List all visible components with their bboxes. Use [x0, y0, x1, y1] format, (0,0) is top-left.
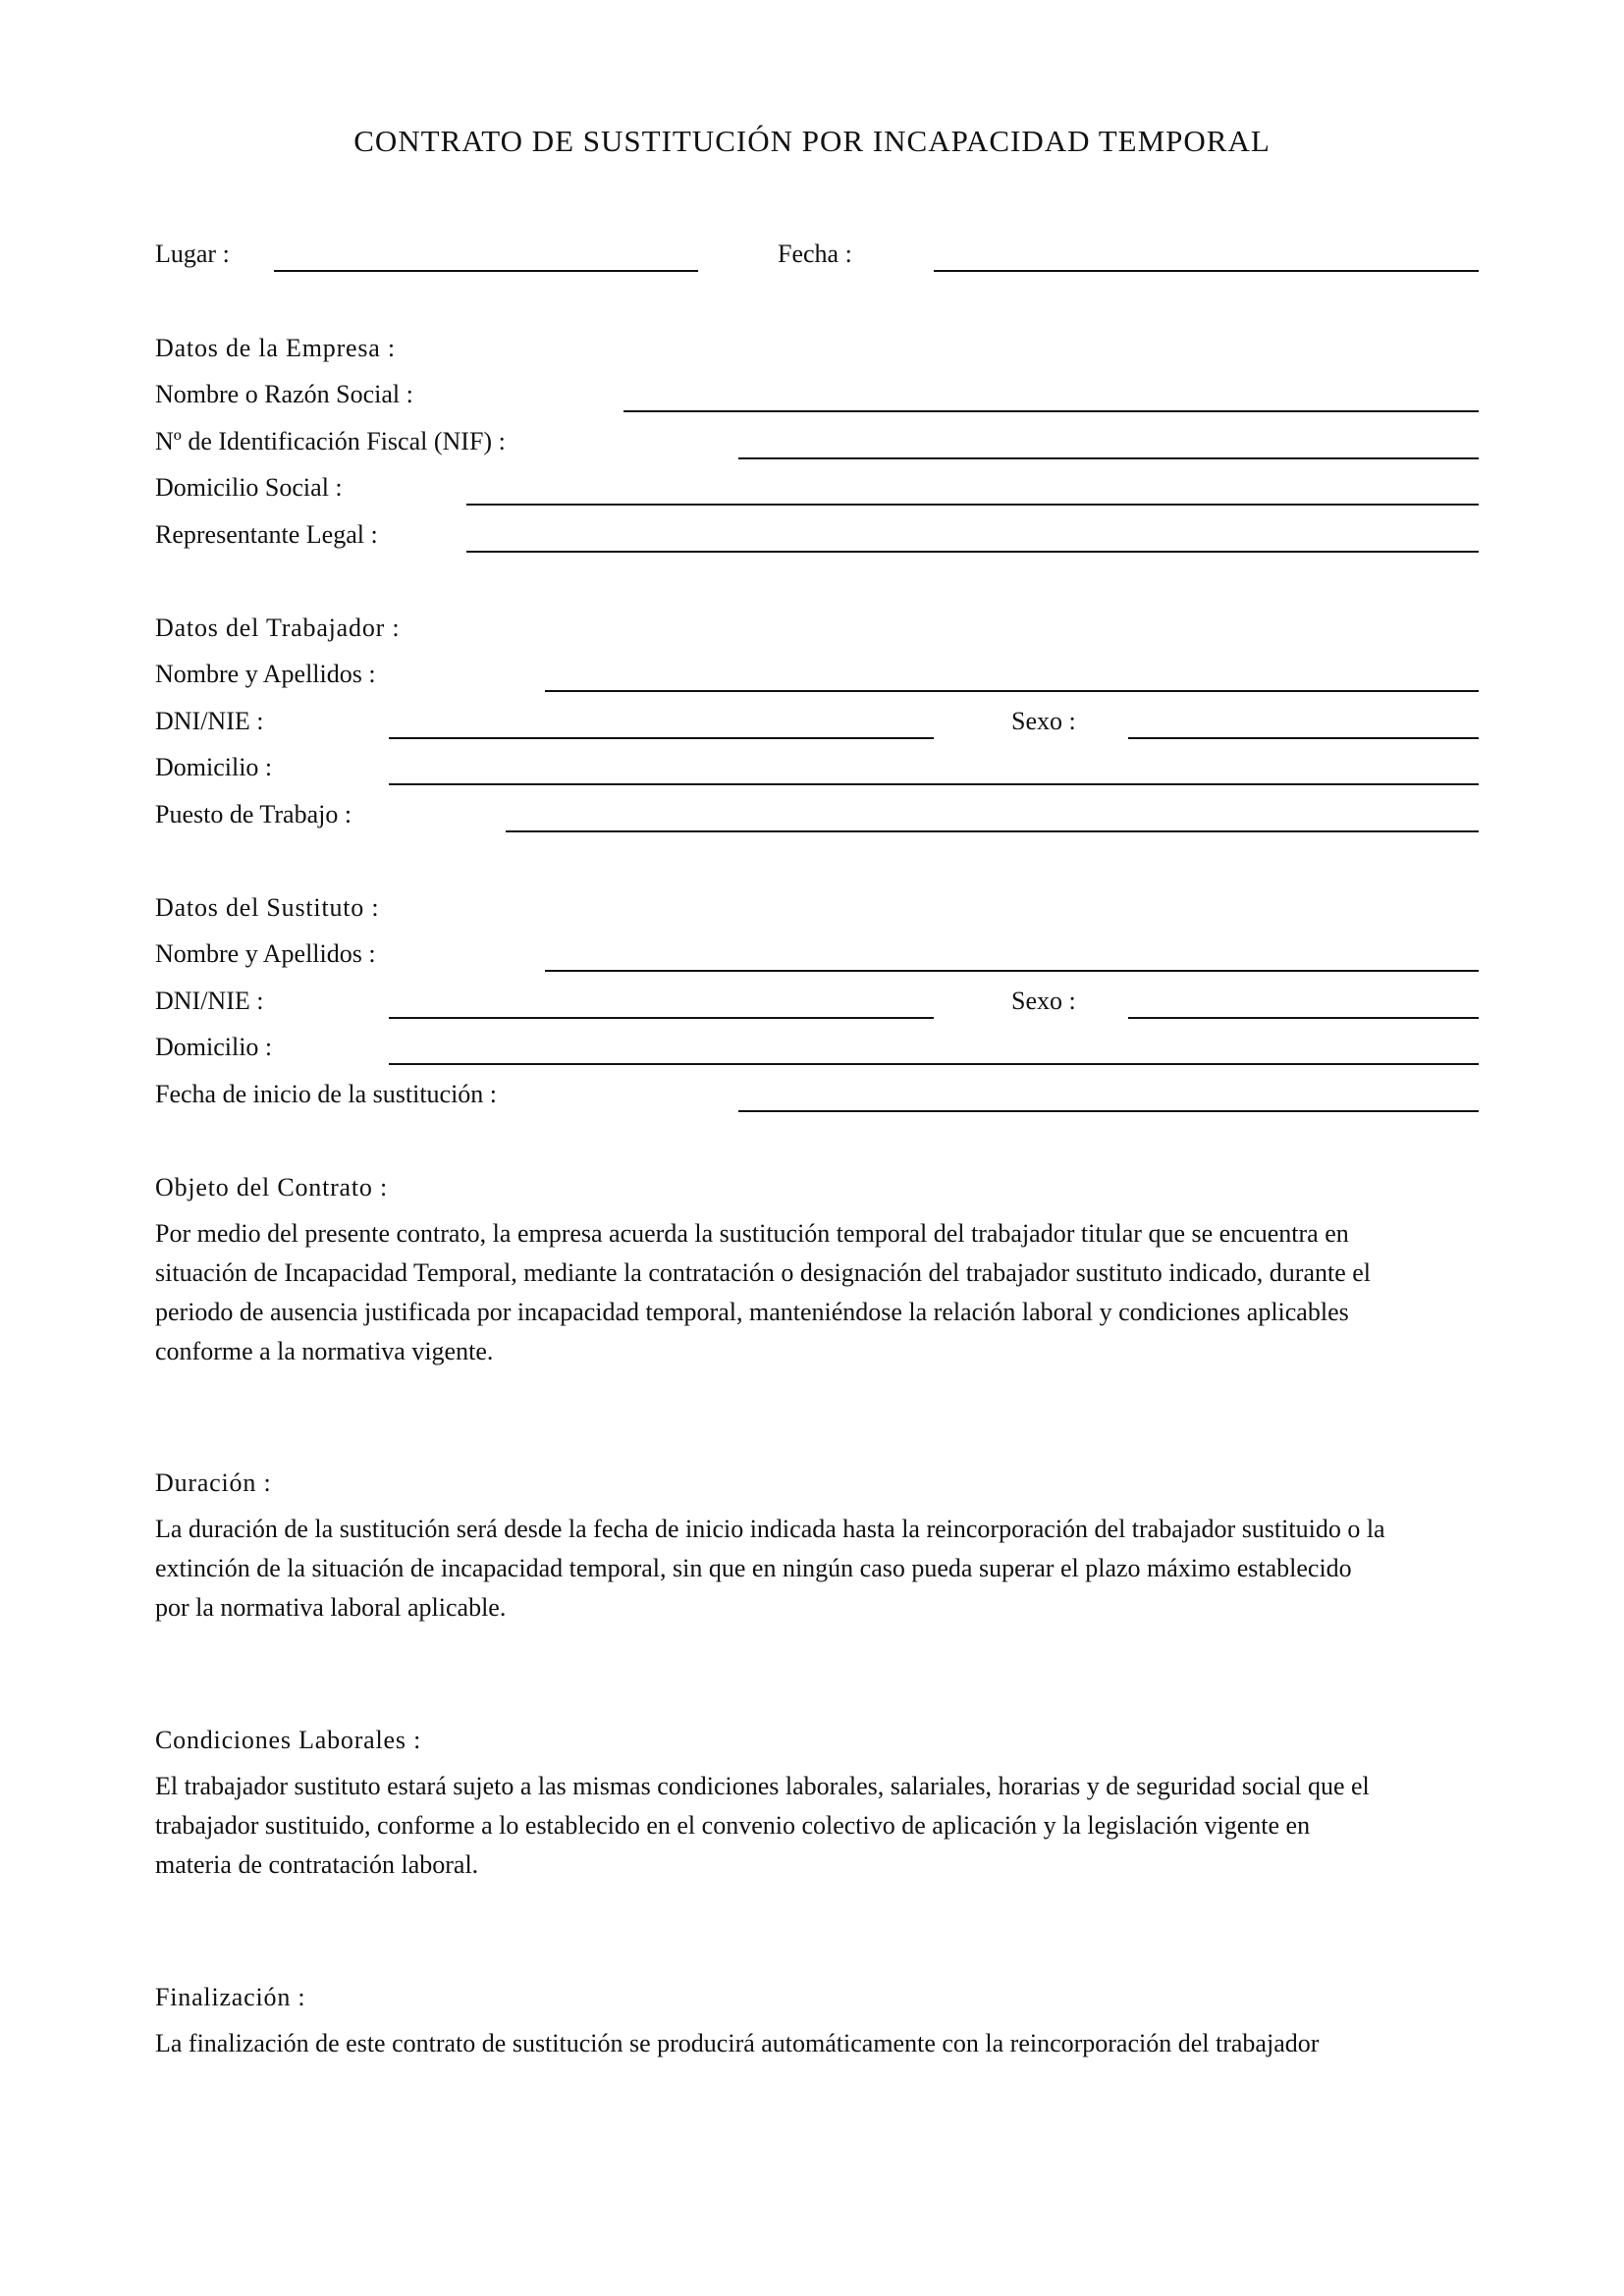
- sustituto-fecha-inicio-field[interactable]: [738, 1110, 1479, 1112]
- empresa-domicilio-field[interactable]: [466, 504, 1479, 506]
- trabajador-domicilio-field[interactable]: [389, 783, 1479, 785]
- duracion-heading: Duración :: [155, 1468, 272, 1497]
- sustituto-nombre-label: Nombre y Apellidos :: [155, 939, 376, 968]
- lugar-label: Lugar :: [155, 240, 230, 268]
- paragraph-line: periodo de ausencia justificada por incapacidad temporal, manteniéndose la relación laboral y condiciones aplicables: [155, 1298, 1349, 1326]
- duracion-paragraph: [155, 1510, 1492, 1628]
- lugar-field[interactable]: [274, 270, 698, 272]
- objeto-paragraph: [155, 1214, 1492, 1371]
- finalizacion-paragraph: [155, 2024, 1492, 2063]
- sustituto-fecha-inicio-label: Fecha de inicio de la sustitución :: [155, 1080, 498, 1108]
- trabajador-dni-field[interactable]: [389, 737, 934, 739]
- empresa-heading: Datos de la Empresa :: [155, 334, 396, 362]
- fecha-field[interactable]: [934, 270, 1479, 272]
- empresa-nif-label: Nº de Identificación Fiscal (NIF) :: [155, 427, 506, 455]
- empresa-nombre-label: Nombre o Razón Social :: [155, 380, 413, 408]
- trabajador-sexo-field[interactable]: [1128, 737, 1479, 739]
- objeto-heading: Objeto del Contrato :: [155, 1173, 389, 1201]
- paragraph-line: trabajador sustituido, conforme a lo establecido en el convenio colectivo de aplicación y la legislación vigente en: [155, 1811, 1311, 1840]
- trabajador-puesto-label: Puesto de Trabajo :: [155, 800, 352, 828]
- fecha-label: Fecha :: [778, 240, 852, 268]
- condiciones-heading: Condiciones Laborales :: [155, 1726, 422, 1754]
- empresa-nif-field[interactable]: [738, 457, 1479, 459]
- trabajador-domicilio-label: Domicilio :: [155, 753, 273, 781]
- sustituto-domicilio-label: Domicilio :: [155, 1033, 273, 1061]
- paragraph-line: La finalización de este contrato de sustitución se producirá automáticamente con la reincorporación del trabajador: [155, 2029, 1320, 2057]
- trabajador-dni-label: DNI/NIE :: [155, 707, 264, 735]
- trabajador-puesto-field[interactable]: [506, 830, 1479, 832]
- paragraph-line: La duración de la sustitución será desde la fecha de inicio indicada hasta la reincorporación del trabajador sustituido o la: [155, 1515, 1385, 1543]
- paragraph-line: situación de Incapacidad Temporal, mediante la contratación o designación del trabajador sustituto indicado, durante el: [155, 1258, 1372, 1287]
- paragraph-line: extinción de la situación de incapacidad temporal, sin que en ningún caso pueda superar el plazo máximo establecido: [155, 1554, 1352, 1582]
- sustituto-dni-field[interactable]: [389, 1017, 934, 1019]
- sustituto-heading: Datos del Sustituto :: [155, 893, 380, 922]
- sustituto-dni-label: DNI/NIE :: [155, 987, 264, 1015]
- trabajador-heading: Datos del Trabajador :: [155, 614, 401, 642]
- document-title: CONTRATO DE SUSTITUCIÓN POR INCAPACIDAD TEMPORAL: [353, 124, 1271, 158]
- finalizacion-heading: Finalización :: [155, 1983, 306, 2011]
- sustituto-sexo-label: Sexo :: [1011, 987, 1076, 1015]
- empresa-domicilio-label: Domicilio Social :: [155, 473, 343, 502]
- trabajador-nombre-label: Nombre y Apellidos :: [155, 660, 376, 688]
- paragraph-line: por la normativa laboral aplicable.: [155, 1593, 507, 1622]
- empresa-nombre-field[interactable]: [623, 410, 1479, 412]
- sustituto-sexo-field[interactable]: [1128, 1017, 1479, 1019]
- empresa-representante-label: Representante Legal :: [155, 520, 378, 549]
- paragraph-line: materia de contratación laboral.: [155, 1850, 479, 1879]
- paragraph-line: conforme a la normativa vigente.: [155, 1337, 494, 1365]
- trabajador-nombre-field[interactable]: [545, 690, 1479, 692]
- trabajador-sexo-label: Sexo :: [1011, 707, 1076, 735]
- paragraph-line: El trabajador sustituto estará sujeto a las mismas condiciones laborales, salariales, horarias y de seguridad social que el: [155, 1772, 1370, 1800]
- sustituto-nombre-field[interactable]: [545, 970, 1479, 972]
- paragraph-line: Por medio del presente contrato, la empresa acuerda la sustitución temporal del trabajador titular que se encuentra en: [155, 1219, 1349, 1248]
- empresa-representante-field[interactable]: [466, 551, 1479, 553]
- condiciones-paragraph: [155, 1767, 1492, 1885]
- sustituto-domicilio-field[interactable]: [389, 1063, 1479, 1065]
